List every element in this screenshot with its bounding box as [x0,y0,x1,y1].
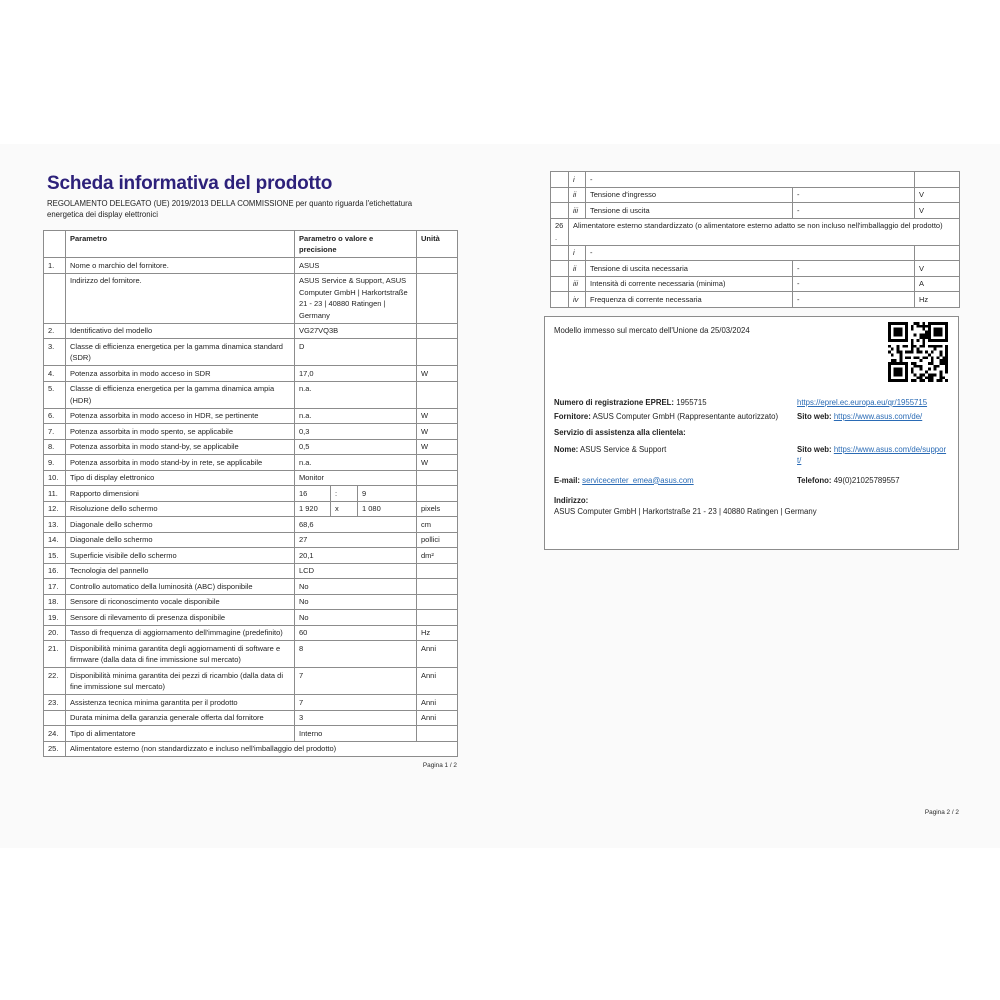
table-row [44,579,458,595]
row-number-cell: 14. [44,532,66,548]
address-value: ASUS Computer GmbH | Harkortstraße 21 - 23 | 40880 Ratingen | Germany [554,506,817,516]
parameter-cell: Disponibilità minima garantita dei pezzi di ricambio (dalla data di fine immissione sul mercato) [66,668,295,695]
unit-cell: dm² [417,548,458,564]
row-number-cell: 15. [44,548,66,564]
unit-cell: Anni [417,668,458,695]
unit-cell: V [915,187,960,203]
table-row [44,381,458,408]
row-number-cell: 4. [44,366,66,382]
unit-cell: W [417,408,458,424]
row-number-cell: 20. [44,625,66,641]
parameter-cell: Superficie visibile dello schermo [66,548,295,564]
table-row [551,187,960,203]
parameter-cell: - [586,172,915,188]
unit-cell: W [417,424,458,440]
roman-index-cell: i [569,245,586,261]
row-number-cell [551,203,569,219]
row-number-cell: 13. [44,517,66,533]
roman-index-cell: iii [569,203,586,219]
value-subcell: 16 [295,486,331,502]
parameter-cell: Risoluzione dello schermo [66,501,295,517]
value-cell: Interno [295,726,417,742]
parameter-cell: Potenza assorbita in modo stand-by in rete, se applicabile [66,455,295,471]
table-row [44,695,458,711]
value-cell: n.a. [295,408,417,424]
parameter-cell: Sensore di riconoscimento vocale disponibile [66,594,295,610]
website-link[interactable]: https://www.asus.com/de/ [833,411,923,421]
supplier-value: ASUS Computer GmbH (Rappresentante autorizzato) [592,411,779,421]
website-label: Sito web: [797,411,832,421]
value-cell: n.a. [295,381,417,408]
value-subcell: 9 [358,486,417,502]
row-number-cell: 3. [44,339,66,366]
parameter-cell: Intensità di corrente necessaria (minima) [586,276,793,292]
regulation-subtitle: REGOLAMENTO DELEGATO (UE) 2019/2013 DELLA COMMISSIONE per quanto riguarda l'etichettatura energetica dei display elettronici [47,199,413,219]
table-row [551,218,960,245]
unit-cell [417,579,458,595]
address-label: Indirizzo: [554,495,589,505]
unit-cell [417,339,458,366]
row-number-cell [551,276,569,292]
value-subcell: 1 080 [358,501,417,517]
market-date-text: Modello immesso sul mercato dell'Unione da 25/03/2024 [554,325,750,335]
header-valore: Parametro o valore e precisione [295,231,417,258]
parameter-cell: Nome o marchio del fornitore. [66,258,295,274]
unit-cell [417,563,458,579]
parameter-cell: Potenza assorbita in modo acceso in HDR, se pertinente [66,408,295,424]
value-cell: No [295,579,417,595]
row-number-cell: 6. [44,408,66,424]
parameter-cell: Potenza assorbita in modo acceso in SDR [66,366,295,382]
table-row [44,323,458,339]
row-number-cell: 9. [44,455,66,471]
unit-cell: Anni [417,641,458,668]
value-cell: 8 [295,641,417,668]
roman-index-cell: ii [569,261,586,277]
parameter-cell: Frequenza di corrente necessaria [586,292,793,308]
parameter-cell: Sensore di rilevamento di presenza disponibile [66,610,295,626]
value-cell: 3 [295,710,417,726]
value-cell: n.a. [295,455,417,471]
table-row [44,641,458,668]
eprel-label: Numero di registrazione EPREL: [554,397,675,407]
row-number-cell: 22. [44,668,66,695]
row-number-cell [44,273,66,323]
unit-cell [417,381,458,408]
parameter-cell: Potenza assorbita in modo stand-by, se applicabile [66,439,295,455]
table-row [44,339,458,366]
value-cell: - [793,276,915,292]
row-number-cell: 23. [44,695,66,711]
value-cell: LCD [295,563,417,579]
service-name: ASUS Service & Support [580,444,667,454]
page-1 [43,172,457,770]
unit-cell: A [915,276,960,292]
unit-cell: V [915,203,960,219]
unit-cell [915,172,960,188]
table-row [44,610,458,626]
value-cell: 7 [295,668,417,695]
unit-cell: V [915,261,960,277]
support-site-label: Sito web: [797,444,832,454]
table-row [44,710,458,726]
parameter-cell: Diagonale dello schermo [66,532,295,548]
table-row [551,172,960,188]
table-row [44,548,458,564]
row-number-cell [551,172,569,188]
parameter-cell: Tensione d'ingresso [586,187,793,203]
parameter-cell: Disponibilità minima garantita degli aggiornamenti di software e firmware (dalla data di fine immissione sul mercato) [66,641,295,668]
unit-cell: Anni [417,695,458,711]
value-cell: ASUS [295,258,417,274]
row-number-cell: 21. [44,641,66,668]
page-number-footer: Pagina 2 / 2 [924,808,959,816]
row-number-cell: 7. [44,424,66,440]
unit-cell: Hz [915,292,960,308]
value-cell: 27 [295,532,417,548]
row-number-cell: 11. [44,486,66,502]
table-row [551,261,960,277]
email-link[interactable]: servicecenter_emea@asus.com [582,475,694,485]
table-row [551,245,960,261]
table-row [44,486,458,502]
table-row [44,439,458,455]
table-row [44,726,458,742]
table-header-row [44,231,458,258]
row-number-cell: 25. [44,741,66,757]
supplier-info-box [544,316,959,550]
row-number-cell: 1. [44,258,66,274]
parameter-cell: Controllo automatico della luminosità (ABC) disponibile [66,579,295,595]
row-number-cell: 8. [44,439,66,455]
service-heading: Servizio di assistenza alla clientela: [554,427,686,437]
table-row [551,203,960,219]
value-cell: - [793,261,915,277]
parameter-cell: Classe di efficienza energetica per la gamma dinamica standard (SDR) [66,339,295,366]
header-unita: Unità [417,231,458,258]
value-cell: - [793,292,915,308]
value-cell: Monitor [295,470,417,486]
unit-cell [417,726,458,742]
row-number-cell: 24. [44,726,66,742]
table-row [44,532,458,548]
table-row [44,501,458,517]
product-parameters-table-page2 [550,171,960,308]
parameter-cell: Potenza assorbita in modo spento, se applicabile [66,424,295,440]
row-number-cell [551,261,569,277]
unit-cell [915,245,960,261]
unit-cell [417,594,458,610]
parameter-cell: Indirizzo del fornitore. [66,273,295,323]
table-row [44,273,458,323]
row-number-cell: 2. [44,323,66,339]
eprel-link[interactable]: https://eprel.ec.europa.eu/qr/1955715 [797,397,928,407]
parameter-cell: Classe di efficienza energetica per la gamma dinamica ampia (HDR) [66,381,295,408]
row-number-cell: 18. [44,594,66,610]
value-cell: 20,1 [295,548,417,564]
parameter-cell: Tipo di display elettronico [66,470,295,486]
unit-cell [417,273,458,323]
table-row [44,517,458,533]
phone-value: 49(0)21025789557 [833,475,900,485]
row-number-cell: 5. [44,381,66,408]
parameter-cell: Tensione di uscita necessaria [586,261,793,277]
table-row [44,408,458,424]
value-cell: VG27VQ3B [295,323,417,339]
value-cell: 7 [295,695,417,711]
service-name-label: Nome: [554,444,579,454]
unit-cell [417,258,458,274]
roman-index-cell: iv [569,292,586,308]
table-row [44,668,458,695]
parameter-cell: Rapporto dimensioni [66,486,295,502]
table-row [551,276,960,292]
product-parameters-table-page1 [43,230,458,757]
table-row [44,594,458,610]
unit-cell: pixels [417,501,458,517]
parameter-cell: Tecnologia del pannello [66,563,295,579]
unit-cell [417,470,458,486]
phone-label: Telefono: [797,475,832,485]
row-number-cell [551,292,569,308]
row-number-cell: 16. [44,563,66,579]
page-2 [544,171,960,817]
email-label: E-mail: [554,475,580,485]
value-subcell: 1 920 [295,501,331,517]
table-row [44,470,458,486]
page-number-footer: Pagina 1 / 2 [422,762,457,769]
row-number-cell [551,187,569,203]
table-row [44,258,458,274]
header-parametro: Parametro [66,231,295,258]
value-cell: 68,6 [295,517,417,533]
row-number-cell [44,710,66,726]
value-subcell: : [331,486,358,502]
parameter-cell: Tasso di frequenza di aggiornamento dell'immagine (predefinito) [66,625,295,641]
value-cell: D [295,339,417,366]
table-row [551,292,960,308]
parameter-cell: Tensione di uscita [586,203,793,219]
qr-code-icon [888,322,948,382]
table-row [44,741,458,757]
row-number-cell [551,245,569,261]
roman-index-cell: iii [569,276,586,292]
value-cell: No [295,610,417,626]
parameter-cell: Alimentatore esterno (non standardizzato e incluso nell'imballaggio del prodotto) [66,741,458,757]
unit-cell: Hz [417,625,458,641]
header-empty-cell [44,231,66,258]
unit-cell: W [417,366,458,382]
unit-cell: Anni [417,710,458,726]
table-row [44,366,458,382]
parameter-cell: Durata minima della garanzia generale offerta dal fornitore [66,710,295,726]
value-cell: 0,3 [295,424,417,440]
roman-index-cell: i [569,172,586,188]
roman-index-cell: ii [569,187,586,203]
row-number-cell: 10. [44,470,66,486]
support-site-link[interactable]: https://www.asus.com/de/support/ [797,444,947,465]
supplier-label: Fornitore: [554,411,591,421]
table-row [44,424,458,440]
row-number-cell: 17. [44,579,66,595]
value-cell: 17,0 [295,366,417,382]
parameter-cell: Tipo di alimentatore [66,726,295,742]
row-number-cell: 19. [44,610,66,626]
value-cell: 60 [295,625,417,641]
table-row [44,625,458,641]
unit-cell [417,486,458,502]
value-subcell: x [331,501,358,517]
parameter-cell: Alimentatore esterno standardizzato (o alimentatore esterno adatto se non incluso nell'imballaggio del prodotto) [569,218,960,245]
value-cell: 0,5 [295,439,417,455]
table-row [44,563,458,579]
unit-cell: W [417,439,458,455]
unit-cell: pollici [417,532,458,548]
value-cell: - [793,187,915,203]
parameter-cell: - [586,245,915,261]
unit-cell: W [417,455,458,471]
value-cell: No [295,594,417,610]
page-title: Scheda informativa del prodotto [47,173,333,194]
row-number-cell: 26. [551,218,569,245]
value-cell: ASUS Service & Support, ASUS Computer GmbH | Harkortstraße 21 - 23 | 40880 Ratingen | Germany [295,273,417,323]
unit-cell [417,323,458,339]
parameter-cell: Identificativo del modello [66,323,295,339]
value-cell: - [793,203,915,219]
unit-cell [417,610,458,626]
parameter-cell: Diagonale dello schermo [66,517,295,533]
unit-cell: cm [417,517,458,533]
eprel-number: 1955715 [676,397,707,407]
parameter-cell: Assistenza tecnica minima garantita per il prodotto [66,695,295,711]
table-row [44,455,458,471]
row-number-cell: 12. [44,501,66,517]
